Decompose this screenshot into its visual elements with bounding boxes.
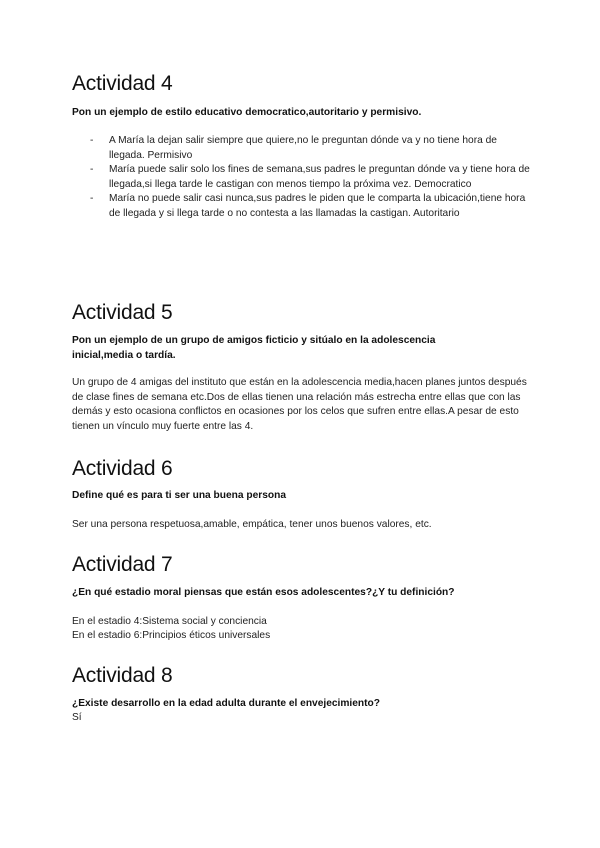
question-actividad-6: Define qué es para ti ser una buena persona bbox=[72, 490, 287, 501]
question-actividad-4: Pon un ejemplo de estilo educativo democratico,autoritario y permisivo. bbox=[72, 107, 422, 118]
heading-actividad-6: Actividad 6 bbox=[72, 457, 173, 480]
heading-actividad-8: Actividad 8 bbox=[72, 664, 173, 687]
heading-actividad-5: Actividad 5 bbox=[72, 301, 173, 324]
list-item: - A María la dejan salir siempre que quiere,no le preguntan dónde va y no tiene hora de llegada. Permisivo bbox=[90, 135, 497, 161]
answer-actividad-7-line-1: En el estadio 4:Sistema social y conciencia bbox=[72, 616, 267, 627]
heading-actividad-4: Actividad 4 bbox=[72, 72, 173, 95]
question-actividad-7: ¿En qué estadio moral piensas que están esos adolescentes?¿Y tu definición? bbox=[72, 587, 455, 598]
question-actividad-8: ¿Existe desarrollo en la edad adulta durante el envejecimiento? bbox=[72, 698, 380, 709]
answer-actividad-5: Un grupo de 4 amigas del instituto que están en la adolescencia media,hacen planes juntos después de clase fines de semana etc.Dos de ellas tienen una relación más estrecha entre ellas que con las demás y esto ocasiona conflictos en ocasiones por los celos que sufren entre ellas.A pesar de esto tienen un vínculo muy fuerte entre las 4. bbox=[72, 377, 527, 432]
heading-actividad-7: Actividad 7 bbox=[72, 553, 173, 576]
answer-actividad-6: Ser una persona respetuosa,amable, empática, tener unos buenos valores, etc. bbox=[72, 519, 432, 530]
question-actividad-5: Pon un ejemplo de un grupo de amigos ficticio y sitúalo en la adolescencia inicial,media o tardía. bbox=[72, 335, 436, 361]
answer-actividad-7-line-2: En el estadio 6:Principios éticos universales bbox=[72, 630, 271, 641]
list-item: - María no puede salir casi nunca,sus padres le piden que le comparta la ubicación,tiene hora de llegada y si llega tarde o no contesta a las llamadas la castigan. Autoritario bbox=[90, 193, 526, 219]
answer-actividad-8: Sí bbox=[72, 712, 82, 723]
bullet-list-actividad-4 bbox=[72, 134, 532, 221]
list-item: - María puede salir solo los fines de semana,sus padres le preguntan dónde va y tiene hora de llegada,si llega tarde le castigan con menos tiempo la próxima vez. Democratico bbox=[90, 164, 530, 190]
